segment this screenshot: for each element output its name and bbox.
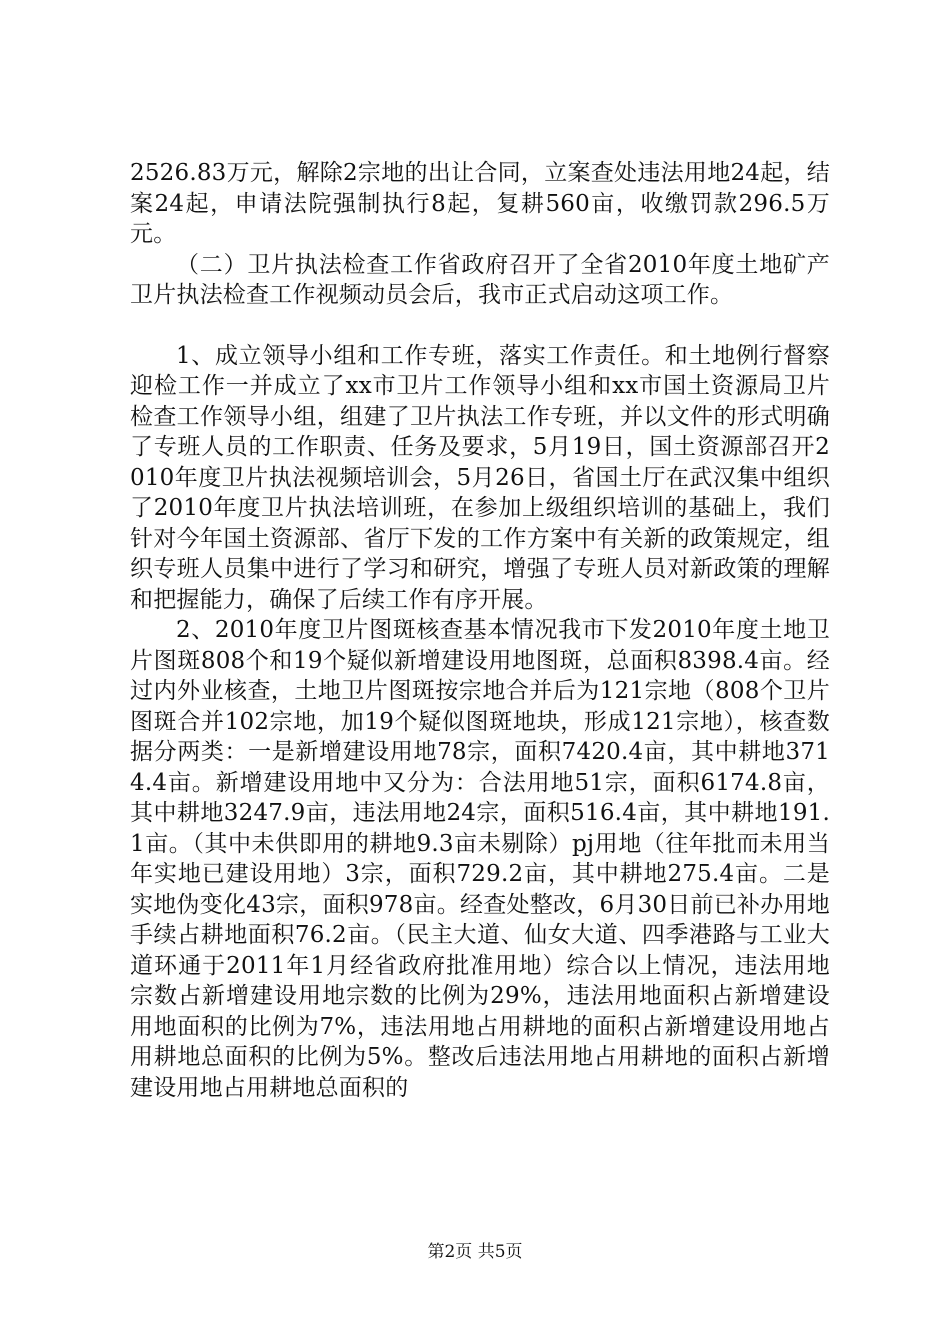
paragraph-item-2: 2、2010年度卫片图斑核查基本情况我市下发2010年度土地卫片图斑808个和19个疑似新增建设用地图斑，总面积8398.4亩。经过内外业核查，土地卫片图斑按宗地合并后为121宗地（808个卫片图斑合并102宗地，加19个疑似图斑地块，形成121宗地），核查数据分两类：一是新增建设用地78宗，面积7420.4亩，其中耕地3714.4亩。新增建设用地中又分为：合法用地51宗，面积6174.8亩，其中耕地3247.9亩，违法用地24宗，面积516.4亩，其中耕地191.1亩。（其中未供即用的耕地9.3亩未剔除）pj用地（往年批而未用当年实地已建设用地）3宗，面积729.2亩，其中耕地275.4亩。二是实地伪变化43宗，面积978亩。经查处整改，6月30日前已补办用地手续占耕地面积76.2亩。（民主大道、仙女大道、四季港路与工业大道环通于2011年1月经省政府批准用地）综合以上情况，违法用地宗数占新增建设用地宗数的比例为29%，违法用地面积占新增建设用地面积的比例为7%，违法用地占用耕地的面积占新增建设用地占用耕地总面积的比例为5%。整改后违法用地占用耕地的面积占新增建设用地占用耕地总面积的 <box>130 617 830 1101</box>
paragraph-section-heading: （二）卫片执法检查工作省政府召开了全省2010年度土地矿产卫片执法检查工作视频动员会后，我市正式启动这项工作。 <box>130 251 830 308</box>
document-body <box>130 158 830 1103</box>
paragraph-item-1: 1、成立领导小组和工作专班，落实工作责任。和土地例行督察迎检工作一并成立了xx市卫片工作领导小组和xx市国土资源局卫片检查工作领导小组，组建了卫片执法工作专班，并以文件的形式明确了专班人员的工作职责、任务及要求，5月19日，国土资源部召开2010年度卫片执法视频培训会，5月26日，省国土厅在武汉集中组织了2010年度卫片执法培训班，在参加上级组织培训的基础上，我们针对今年国土资源部、省厅下发的工作方案中有关新的政策规定，组织专班人员集中进行了学习和研究，增强了专班人员对新政策的理解和把握能力，确保了后续工作有序开展。 <box>130 342 830 613</box>
paragraph-continuation: 2526.83万元，解除2宗地的出让合同，立案查处违法用地24起，结案24起，申请法院强制执行8起，复耕560亩，收缴罚款296.5万元。 <box>130 160 830 247</box>
paragraph-spacer <box>130 311 830 341</box>
page-number-footer: 第2页 共5页 <box>427 1242 523 1262</box>
